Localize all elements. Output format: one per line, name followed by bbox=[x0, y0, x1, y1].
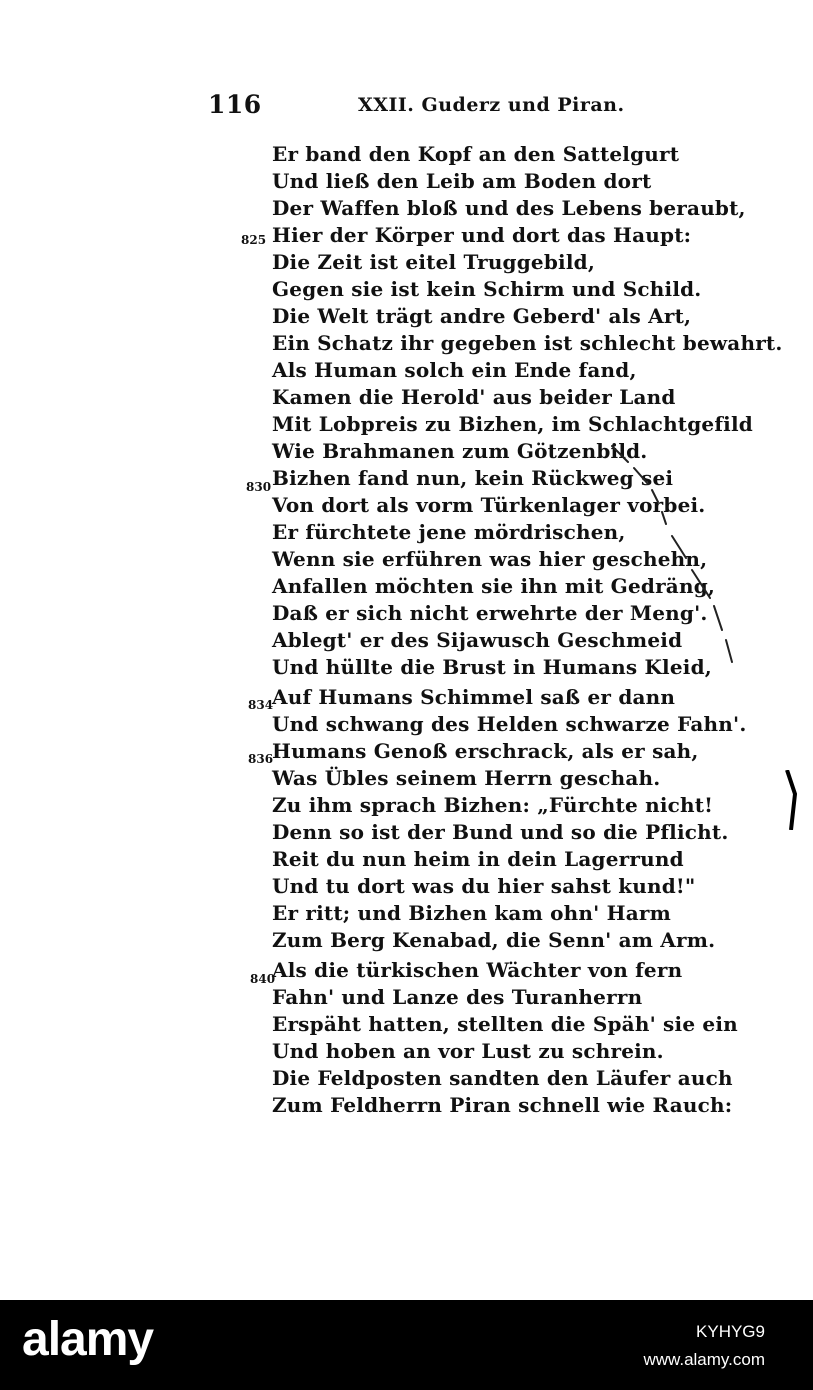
verse-line: Zu ihm sprach Bizhen: „Fürchte nicht! bbox=[272, 793, 714, 817]
verse-line: Er ritt; und Bizhen kam ohn' Harm bbox=[272, 901, 671, 925]
verse-line: Daß er sich nicht erwehrte der Meng'. bbox=[272, 601, 708, 625]
verse-line: Der Waffen bloß und des Lebens beraubt, bbox=[272, 196, 746, 220]
line-number-836: 836 bbox=[248, 752, 274, 766]
page-number: 116 bbox=[208, 90, 262, 119]
verse-line: Wie Brahmanen zum Götzenbild. bbox=[272, 439, 648, 463]
verse-line: Die Zeit ist eitel Truggebild, bbox=[272, 250, 595, 274]
verse-line: Ein Schatz ihr gegeben ist schlecht bewahrt. bbox=[272, 331, 783, 355]
verse-line: Ablegt' er des Sijawusch Geschmeid bbox=[272, 628, 683, 652]
verse-line: Und hüllte die Brust in Humans Kleid, bbox=[272, 655, 712, 679]
line-number-830: 830 bbox=[246, 480, 272, 494]
verse-line: Die Feldposten sandten den Läufer auch bbox=[272, 1066, 733, 1090]
verse-line: Humans Genoß erschrack, als er sah, bbox=[272, 739, 699, 763]
watermark-banner bbox=[0, 1300, 813, 1390]
verse-line: Und hoben an vor Lust zu schrein. bbox=[272, 1039, 664, 1063]
running-header: XXII. Guderz und Piran. bbox=[358, 94, 625, 116]
site-url: www.alamy.com bbox=[643, 1350, 765, 1369]
verse-line: Zum Feldherrn Piran schnell wie Rauch: bbox=[272, 1093, 733, 1117]
verse-line: Als Human solch ein Ende fand, bbox=[272, 358, 637, 382]
verse-line: Hier der Körper und dort das Haupt: bbox=[272, 223, 692, 247]
verse-line: Von dort als vorm Türkenlager vorbei. bbox=[272, 493, 706, 517]
verse-line: Und schwang des Helden schwarze Fahn'. bbox=[272, 712, 747, 736]
verse-line: Und tu dort was du hier sahst kund!" bbox=[272, 874, 696, 898]
margin-scratch-mark bbox=[600, 440, 750, 680]
verse-line: Reit du nun heim in dein Lagerrund bbox=[272, 847, 684, 871]
verse-line: Was Übles seinem Herrn geschah. bbox=[272, 766, 661, 790]
verse-line: Denn so ist der Bund und so die Pflicht. bbox=[272, 820, 729, 844]
verse-line: Gegen sie ist kein Schirm und Schild. bbox=[272, 277, 702, 301]
verse-line: Die Welt trägt andre Geberd' als Art, bbox=[272, 304, 692, 328]
page-edge-mark bbox=[785, 770, 797, 830]
verse-line: Und ließ den Leib am Boden dort bbox=[272, 169, 652, 193]
verse-line: Erspäht hatten, stellten die Späh' sie ein bbox=[272, 1012, 738, 1036]
verse-line: Auf Humans Schimmel saß er dann bbox=[272, 685, 676, 709]
line-number-840: 840 bbox=[250, 972, 276, 986]
image-code: KYHYG9 bbox=[696, 1322, 765, 1341]
line-number-825: 825 bbox=[241, 233, 267, 247]
verse-line: Bizhen fand nun, kein Rückweg sei bbox=[272, 466, 674, 490]
verse-line: Er fürchtete jene mördrischen, bbox=[272, 520, 626, 544]
verse-line: Wenn sie erführen was hier geschehn, bbox=[272, 547, 708, 571]
verse-line: Zum Berg Kenabad, die Senn' am Arm. bbox=[272, 928, 716, 952]
verse-line: Fahn' und Lanze des Turanherrn bbox=[272, 985, 643, 1009]
brand-logo: alamy bbox=[22, 1313, 154, 1366]
verse-line: Mit Lobpreis zu Bizhen, im Schlachtgefild bbox=[272, 412, 753, 436]
line-number-834: 834 bbox=[248, 698, 274, 712]
verse-line: Als die türkischen Wächter von fern bbox=[272, 958, 683, 982]
verse-line: Er band den Kopf an den Sattelgurt bbox=[272, 142, 680, 166]
verse-line: Kamen die Herold' aus beider Land bbox=[272, 385, 676, 409]
verse-line: Anfallen möchten sie ihn mit Gedräng, bbox=[272, 574, 716, 598]
